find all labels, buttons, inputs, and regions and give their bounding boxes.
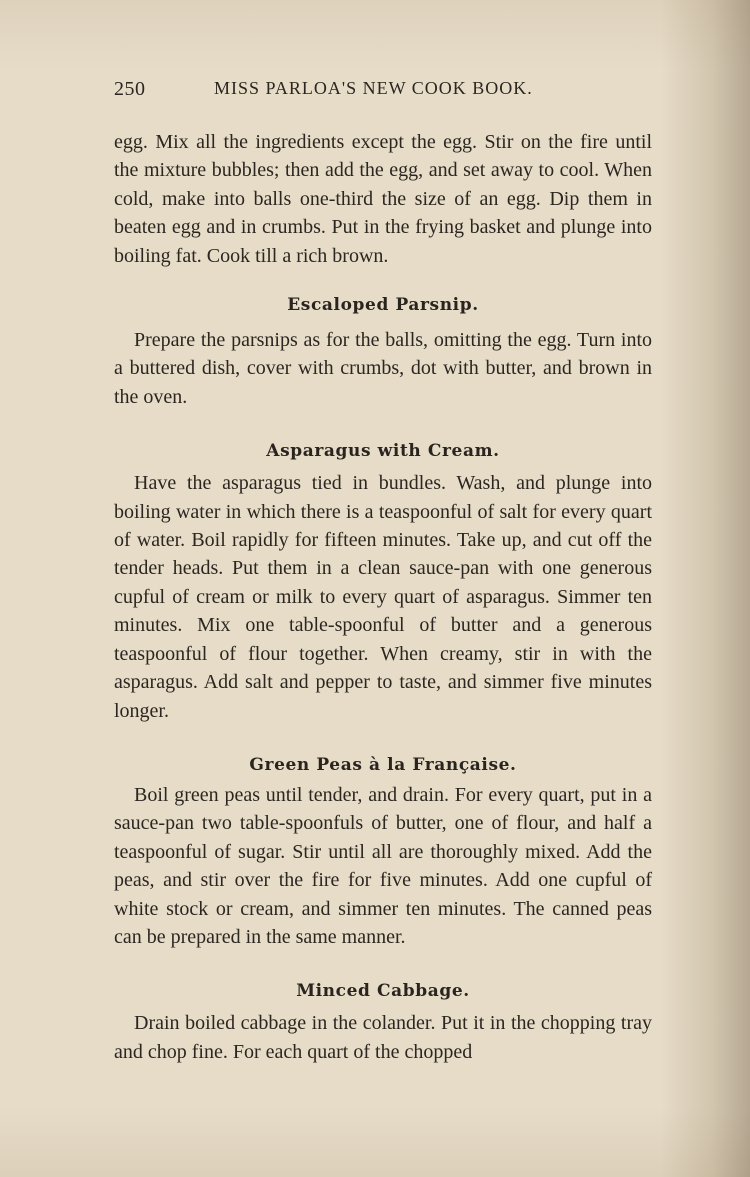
page-header <box>114 78 650 106</box>
recipe-text-asparagus-with-cream: Have the asparagus tied in bundles. Wash, and plunge into boiling water in which there is a teaspoonful of salt for every quart of water. Boil rapidly for fifteen minutes. Take up, and cut off the tender heads. Put them in a clean sauce-pan with one generous cupful of cream or milk to every quart of asparagus. Simmer ten minutes. Mix one table-spoonful of butter and a generous teaspoonful of flour together. When creamy, stir in with the asparagus. Add salt and pepper to taste, and simmer five minutes longer. <box>114 472 652 722</box>
recipe-text-green-peas: Boil green peas until tender, and drain. For every quart, put in a sauce-pan two table-spoonfuls of butter, one of flour, and half a teaspoonful of sugar. Stir until all are thoroughly mixed. Add the peas, and stir over the fire for five minutes. Add one cupful of white stock or cream, and simmer ten minutes. The canned peas can be prepared in the same manner. <box>114 783 652 948</box>
recipe-text-minced-cabbage: Drain boiled cabbage in the colander. Put it in the chopping tray and chop fine. For each quart of the chopped <box>114 1012 652 1063</box>
recipe-title-asparagus-with-cream: Asparagus with Cream. <box>266 441 500 462</box>
page-number: 250 <box>114 78 146 100</box>
recipe-text-escaloped-parsnip: Prepare the parsnips as for the balls, omitting the egg. Turn into a buttered dish, cover with crumbs, dot with butter, and brown in the oven. <box>114 329 652 408</box>
recipe-title-green-peas: Green Peas à la Française. <box>249 754 517 775</box>
recipe-title-escaloped-parsnip: Escaloped Parsnip. <box>287 295 479 316</box>
page-content <box>114 128 652 1066</box>
continuation-paragraph: egg. Mix all the ingredients except the egg. Stir on the fire until the mixture bubbles; then add the egg, and set away to cool. When cold, make into balls one-third the size of an egg. Dip them in beaten egg and in crumbs. Put in the frying basket and plunge into boiling fat. Cook till a rich brown. <box>114 131 652 267</box>
running-head: MISS PARLOA'S NEW COOK BOOK. <box>214 78 533 98</box>
recipe-title-minced-cabbage: Minced Cabbage. <box>296 981 470 1002</box>
